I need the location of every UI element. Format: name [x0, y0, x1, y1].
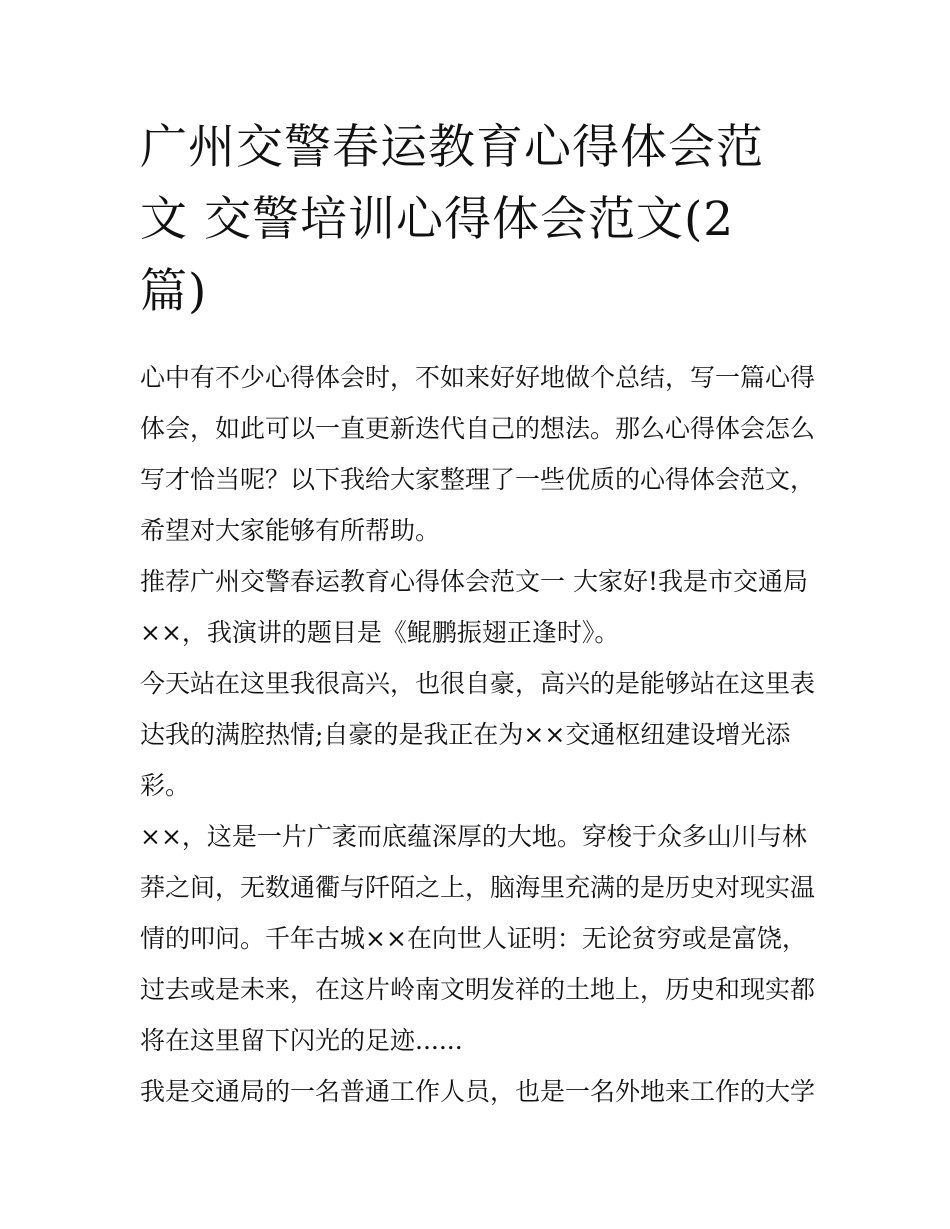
paragraph-intro: 心中有不少心得体会时，不如来好好地做个总结，写一篇心得 体会，如此可以一直更新迭代自己的想法。那么心得体会怎么 写才恰当呢？以下我给大家整理了一些优质的心得体会范文， 希望对大家能够有所帮助。	[140, 363, 816, 545]
paragraph-land: ××，这是一片广袤而底蕴深厚的大地。穿梭于众多山川与林 莽之间，无数通衢与阡陌之上，脑海里充满的是历史对现实温 情的叩问。千年古城××在向世人证明：无论贫穷或是富饶， 过去或是未来，在这片岭南文明发祥的土地上，历史和现实都 将在这里留下闪光的足迹......	[140, 822, 816, 1055]
document-page	[140, 112, 820, 1117]
title-line-2: 文 交警培训心得体会范文(2	[140, 192, 735, 247]
paragraph-self-intro: 我是交通局的一名普通工作人员，也是一名外地来工作的大学	[140, 1077, 816, 1106]
document-title	[140, 112, 820, 328]
paragraph-pride: 今天站在这里我很高兴，也很自豪，高兴的是能够站在这里表 达我的满腔热情;自豪的是我正在为××交通枢纽建设增光添 彩。	[140, 669, 816, 800]
title-line-1: 广州交警春运教育心得体会范	[140, 120, 764, 175]
paragraph-speech-opening: 推荐广州交警春运教育心得体会范文一 大家好!我是市交通局 ××，我演讲的题目是《鲲鹏振翅正逢时》。	[140, 567, 808, 647]
title-line-3: 篇)	[140, 264, 208, 319]
